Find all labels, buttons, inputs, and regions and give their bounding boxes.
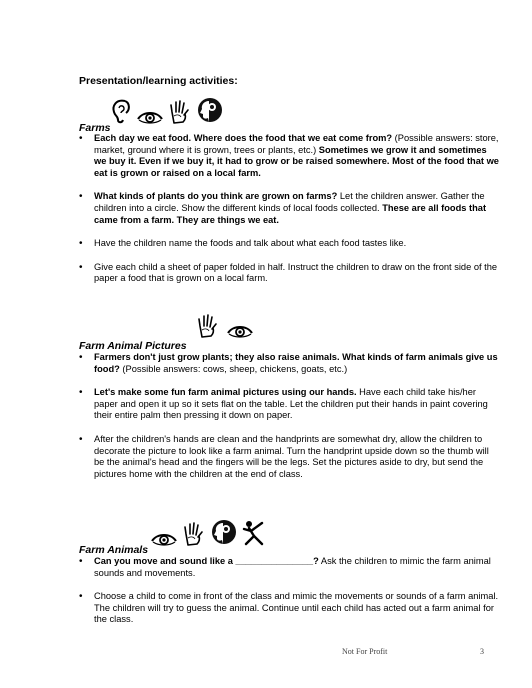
- stretching-figure-icon: [242, 520, 266, 546]
- farm-animals-bullet-list: [79, 556, 499, 638]
- head-profile-icon: [195, 96, 223, 124]
- ear-icon: [110, 98, 132, 124]
- eye-icon: [151, 532, 177, 546]
- eye-icon: [227, 324, 253, 338]
- list-item: • Farmers don't just grow plants; they also raise animals. What kinds of farm animals give us food? (Possible answers: cows, sheep, chickens, goats, etc.): [79, 352, 499, 375]
- section-title-farms: Farms: [79, 122, 111, 134]
- section-title-farm-animal-pictures: Farm Animal Pictures: [79, 340, 187, 352]
- list-item: • What kinds of plants do you think are grown on farms? Let the children answer. Gather the children into a circle. Show the different kinds of local foods collected. These are all foods that came from a farm. They are things we eat.: [79, 191, 499, 226]
- page-number: 3: [480, 647, 484, 656]
- list-item: • Give each child a sheet of paper folded in half. Instruct the children to draw on the front side of the paper a food that is grown on a local farm.: [79, 262, 499, 285]
- list-item: • Have the children name the foods and talk about what each food tastes like.: [79, 238, 499, 250]
- list-item: • Choose a child to come in front of the class and mimic the movements or sounds of a farm animal. The children will try to guess the animal. Continue until each child has acted out a farm animal for the class.: [79, 591, 499, 626]
- footer-note: Not For Profit: [342, 647, 388, 656]
- farm-animal-pictures-icon-row: [196, 314, 253, 338]
- list-item: • After the children's hands are clean and the handprints are somewhat dry, allow the children to decorate the picture to look like a farm animal. Turn the handprint upside down so the thumb will be the animal's head and the fingers will be the legs. Set the pictures aside to dry, but send the pictures home with the children at the end of class.: [79, 434, 499, 480]
- head-profile-icon: [209, 518, 237, 546]
- section-title-farm-animals: Farm Animals: [79, 544, 149, 556]
- hand-icon: [182, 522, 204, 546]
- farms-bullet-list: [79, 133, 499, 297]
- page-heading: Presentation/learning activities:: [79, 75, 238, 87]
- eye-icon: [137, 110, 163, 124]
- farm-animals-icon-row: [151, 518, 266, 546]
- farm-animal-pictures-bullet-list: [79, 352, 499, 492]
- farms-icon-row: [110, 96, 223, 124]
- list-item: • Let's make some fun farm animal pictures using our hands. Have each child take his/her paper and open it up so it sets flat on the table. Let the children put their hands in paint covering their entire palm then pressing it down on paper.: [79, 387, 499, 422]
- list-item: • Can you move and sound like a _______________? Ask the children to mimic the farm animal sounds and movements.: [79, 556, 499, 579]
- hand-icon: [168, 100, 190, 124]
- list-item: • Each day we eat food. Where does the food that we eat come from? (Possible answers: store, market, ground where it is grown, trees or plants, etc.) Sometimes we grow it and sometimes we buy it. Even if we buy it, it had to grow or be raised somewhere. Most of the food that we eat is grown or raised on a local farm.: [79, 133, 499, 179]
- hand-icon: [196, 314, 218, 338]
